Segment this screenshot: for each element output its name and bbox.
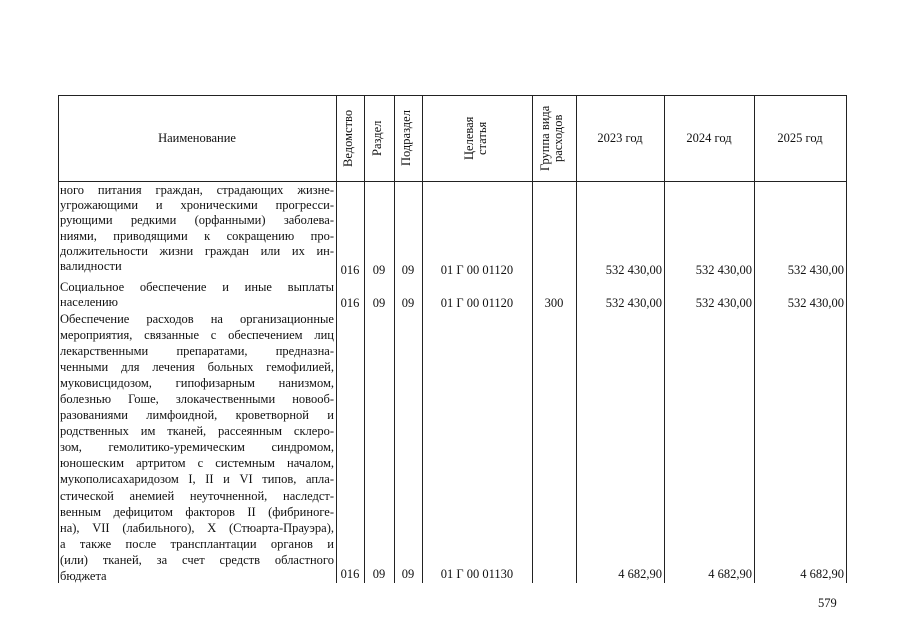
header-gruppa — [539, 99, 569, 177]
header-2024: 2024 год — [686, 131, 732, 145]
row-name-line: угрожающими и хроническими прогресси- — [60, 198, 334, 213]
cell-tselevaya: 01 Г 00 01120 — [440, 263, 514, 277]
cell-2024: 532 430,00 — [695, 263, 752, 277]
row-name-line: валидности — [60, 259, 122, 274]
row-name-line: мукополисахаридозом I, II и VI типов, апла- — [60, 472, 334, 487]
cell-gruppa: 300 — [544, 296, 564, 310]
row-name-line: Социальное обеспечение и иные выплаты — [60, 280, 334, 294]
col-line — [576, 95, 577, 583]
cell-tselevaya: 01 Г 00 01120 — [440, 296, 514, 310]
row-name-line: венным дефицитом факторов II (фибриноге- — [60, 504, 334, 519]
header-tselevaya-line2: статья — [475, 121, 489, 155]
row-name-line: стической анемией неуточненной, наследст- — [60, 488, 334, 503]
cell-ved: 016 — [340, 296, 360, 310]
row-name-line: ченными для лечения больных гемофилией, — [60, 360, 334, 375]
header-razdel: Раздел — [370, 120, 384, 156]
header-gruppa-line2: расходов — [551, 114, 565, 162]
cell-2023: 4 682,90 — [618, 567, 662, 581]
row-name-line: мероприятия, связанные с обеспечением лиц — [60, 328, 334, 343]
row-name — [60, 183, 334, 274]
header-podrazdel: Подраздел — [399, 110, 413, 166]
header-2023: 2023 год — [597, 131, 643, 145]
cell-podrazdel: 09 — [401, 567, 415, 581]
row-name-line: зом, гемолитико-уремическим синдромом, — [60, 440, 334, 455]
cell-2025: 532 430,00 — [787, 263, 844, 277]
cell-razdel: 09 — [372, 296, 386, 310]
header-vedomstvo: Ведомство — [341, 109, 355, 167]
header-bottom-border — [58, 181, 847, 182]
row-name-line: бюджета — [60, 568, 107, 583]
table-top-border — [58, 95, 847, 96]
header-gruppa-line1: Группа вида — [538, 105, 552, 171]
col-line — [336, 95, 337, 583]
budget-table — [58, 95, 847, 583]
cell-podrazdel: 09 — [401, 263, 415, 277]
row-name-line: лекарственными препаратами, предназна- — [60, 344, 334, 359]
col-line — [58, 95, 59, 583]
row-name-line: разованиями лимфоидной, кроветворной и — [60, 408, 334, 423]
col-line — [422, 95, 423, 583]
cell-tselevaya: 01 Г 00 01130 — [440, 567, 514, 581]
cell-2024: 4 682,90 — [708, 567, 752, 581]
header-2025: 2025 год — [777, 131, 823, 145]
header-tselevaya-line1: Целевая — [462, 116, 476, 160]
row-name-line: Обеспечение расходов на организационные — [60, 312, 334, 326]
col-line — [394, 95, 395, 583]
cell-2024: 532 430,00 — [695, 296, 752, 310]
row-name-line: а также после трансплантации органов и — [60, 536, 334, 551]
cell-2025: 4 682,90 — [800, 567, 844, 581]
page-number: 579 — [818, 596, 837, 610]
col-line — [846, 95, 847, 583]
row-name-line: ного питания граждан, страдающих жизне- — [60, 183, 334, 197]
row-name-line: должительности жизни граждан или их ин- — [60, 243, 334, 258]
row-name — [60, 280, 334, 310]
row-name-line: муковисцидозом, гипофизарным нанизмом, — [60, 376, 334, 391]
cell-razdel: 09 — [372, 263, 386, 277]
col-line — [664, 95, 665, 583]
col-line — [364, 95, 365, 583]
row-name-line: на), VII (лабильного), X (Стюарта-Прауэра), — [60, 520, 334, 535]
row-name-line: родственных им тканей, рассеянным склеро- — [60, 424, 334, 439]
cell-ved: 016 — [340, 263, 360, 277]
header-tselevaya — [463, 101, 493, 175]
row-name-line: ниями, приводящими к сокращению про- — [60, 228, 334, 243]
row-name-line: населению — [60, 295, 118, 310]
row-name-line: (или) тканей, за счет средств областного — [60, 552, 334, 567]
col-line — [532, 95, 533, 583]
cell-razdel: 09 — [372, 567, 386, 581]
cell-ved: 016 — [340, 567, 360, 581]
cell-podrazdel: 09 — [401, 296, 415, 310]
row-name-line: рующими редкими (орфанными) заболева- — [60, 213, 334, 228]
row-name — [60, 311, 334, 584]
cell-2023: 532 430,00 — [605, 296, 662, 310]
col-line — [754, 95, 755, 583]
cell-2023: 532 430,00 — [605, 263, 662, 277]
row-name-line: юношеским артритом с системным началом, — [60, 456, 334, 471]
cell-2025: 532 430,00 — [787, 296, 844, 310]
row-name-line: болезнью Гоше, злокачественными новооб- — [60, 392, 334, 407]
header-name: Наименование — [158, 131, 236, 145]
